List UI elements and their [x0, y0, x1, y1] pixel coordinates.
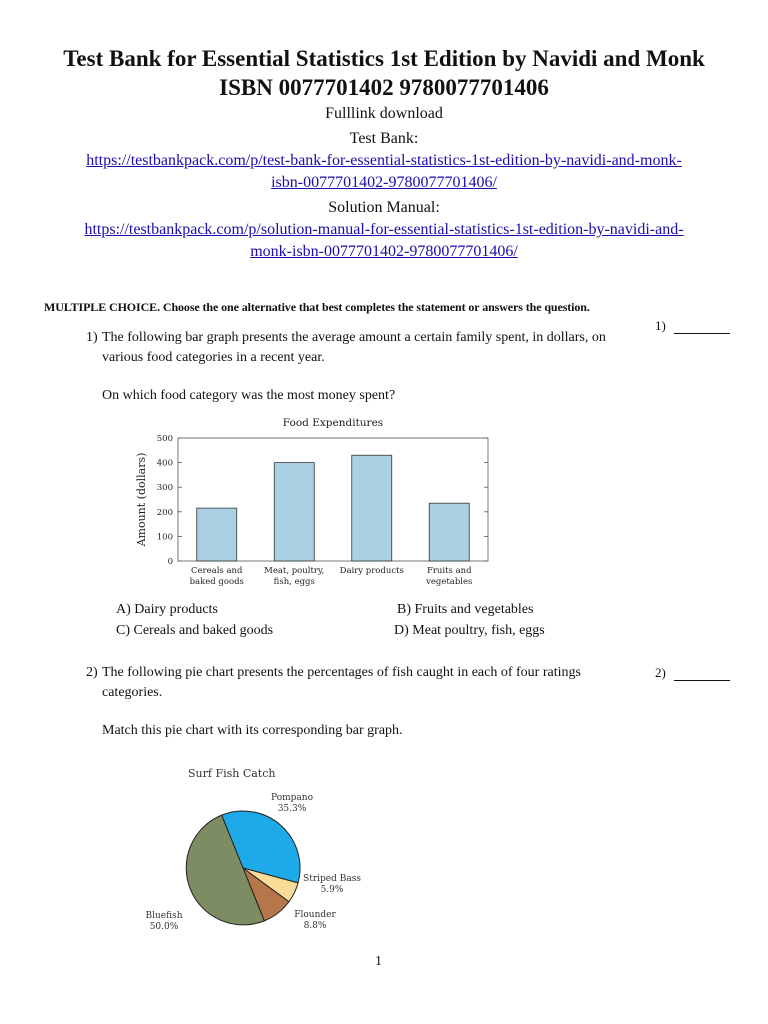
- slice-name-label: Pompano: [271, 793, 313, 803]
- y-tick-label: 500: [156, 434, 173, 444]
- y-tick-label: 400: [156, 458, 173, 469]
- answer-line[interactable]: [674, 321, 730, 334]
- bar: [352, 455, 392, 561]
- choice-c[interactable]: [116, 623, 273, 639]
- solution-label: Solution Manual:: [328, 199, 440, 216]
- choice-letter: D): [394, 623, 409, 638]
- y-tick-label: 100: [156, 532, 173, 543]
- choice-letter: A): [116, 602, 131, 617]
- answer-line[interactable]: [674, 668, 730, 681]
- choice-text: Meat poultry, fish, eggs: [412, 623, 545, 638]
- x-tick-label: vegetables: [426, 577, 473, 587]
- test-bank-link[interactable]: [0, 150, 768, 194]
- choice-letter: C): [116, 623, 130, 638]
- choice-text: Cereals and baked goods: [133, 623, 274, 638]
- question-1-text: [102, 328, 642, 368]
- bar: [274, 463, 314, 561]
- surf-fish-catch-pie-chart: [130, 760, 390, 940]
- solution-url-line2[interactable]: monk-isbn-0077701402-9780077701406/: [250, 243, 518, 260]
- y-tick-label: 200: [156, 507, 173, 518]
- bar: [197, 508, 237, 561]
- question-text-line: The following bar graph presents the average amount a certain family spent, in dollars, on: [102, 330, 606, 345]
- slice-percent-label: 8.8%: [303, 921, 327, 931]
- doc-title-line2: ISBN 0077701402 9780077701406: [219, 75, 549, 100]
- answer-blank-number: 1): [655, 318, 666, 333]
- choice-a[interactable]: [116, 602, 218, 618]
- instructions: MULTIPLE CHOICE. Choose the one alternative that best completes the statement or answers the question.: [44, 300, 590, 314]
- answer-blank-number: 2): [655, 665, 666, 680]
- doc-title-line1: Test Bank for Essential Statistics 1st Edition by Navidi and Monk: [63, 46, 705, 71]
- x-tick-label: Meat, poultry,: [264, 566, 325, 576]
- choice-letter: B): [397, 602, 411, 617]
- choice-text: Fruits and vegetables: [414, 602, 534, 617]
- slice-percent-label: 50.0%: [149, 922, 179, 932]
- x-tick-label: Fruits and: [426, 566, 472, 576]
- y-axis-label: Amount (dollars): [135, 452, 148, 547]
- question-number: 1): [86, 330, 98, 345]
- slice-name-label: Striped Bass: [303, 874, 361, 884]
- chart-title: Surf Fish Catch: [188, 767, 276, 780]
- slice-name-label: Bluefish: [145, 911, 183, 921]
- page-number: 1: [375, 954, 382, 969]
- question-text-line: various food categories in a recent year.: [102, 350, 325, 365]
- x-tick-label: baked goods: [189, 577, 244, 587]
- test-bank-url-line1[interactable]: https://testbankpack.com/p/test-bank-for-essential-statistics-1st-edition-by-navidi-and-monk-: [86, 152, 682, 169]
- solution-url-line1[interactable]: https://testbankpack.com/p/solution-manual-for-essential-statistics-1st-edition-by-navidi-and-: [84, 221, 684, 238]
- slice-percent-label: 35.3%: [277, 804, 307, 814]
- question-2-prompt: Match this pie chart with its corresponding bar graph.: [102, 723, 403, 738]
- x-tick-label: Dairy products: [339, 566, 404, 576]
- x-tick-label: Cereals and: [191, 566, 243, 576]
- answer-blank-1[interactable]: [655, 318, 730, 334]
- bar: [429, 503, 469, 561]
- food-expenditures-bar-chart: [120, 410, 500, 600]
- slice-name-label: Flounder: [294, 910, 336, 920]
- chart-title: Food Expenditures: [282, 417, 384, 429]
- slice-percent-label: 5.9%: [320, 885, 344, 895]
- x-tick-label: fish, eggs: [273, 577, 315, 587]
- question-text-line: The following pie chart presents the percentages of fish caught in each of four ratings: [102, 665, 581, 680]
- y-tick-label: 0: [167, 557, 173, 567]
- question-number: 2): [86, 665, 98, 680]
- question-text-line: categories.: [102, 685, 163, 700]
- solution-link[interactable]: [0, 219, 768, 263]
- y-tick-label: 300: [156, 483, 173, 494]
- test-bank-url-line2[interactable]: isbn-0077701402-9780077701406/: [271, 174, 497, 191]
- fulllink-label: Fulllink download: [325, 105, 443, 122]
- question-2-text: [102, 663, 642, 703]
- choice-d[interactable]: [394, 623, 545, 639]
- choice-text: Dairy products: [134, 602, 218, 617]
- answer-blank-2[interactable]: [655, 665, 730, 681]
- test-bank-label: Test Bank:: [349, 130, 419, 147]
- question-1-prompt: On which food category was the most money spent?: [102, 388, 396, 403]
- choice-b[interactable]: [397, 602, 533, 618]
